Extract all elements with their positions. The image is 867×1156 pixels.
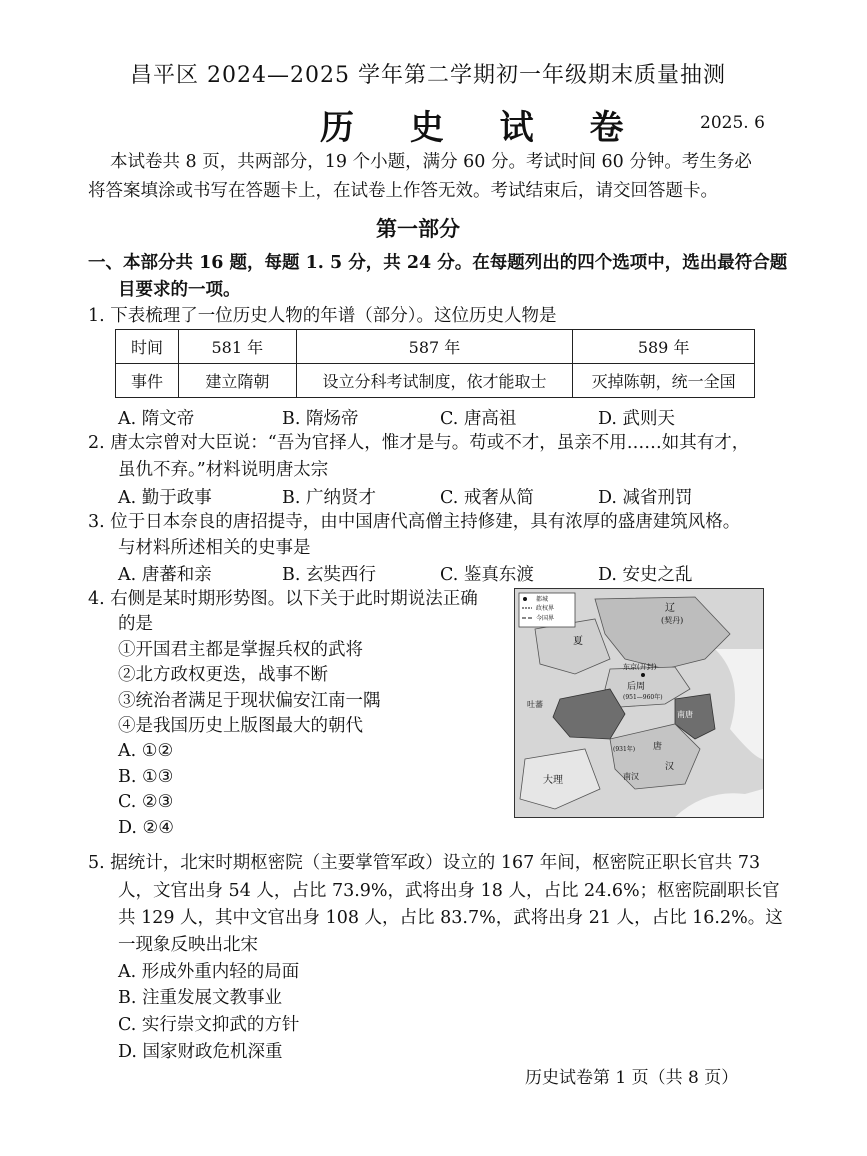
option-c[interactable]: C. 戒奢从简	[440, 488, 534, 508]
q4-stem-line-2: 的是	[118, 614, 153, 634]
map-graphic	[515, 589, 763, 817]
map-label-han: 汉	[665, 762, 675, 772]
q5-stem-line-2: 人，文官出身 54 人，占比 73.9%，武将出身 18 人，占比 24.6%；枢密院副职长官	[118, 881, 780, 901]
option-a[interactable]: A. 形成外重内轻的局面	[118, 962, 300, 982]
q1-stem: 1. 下表梳理了一位历史人物的年谱（部分）。这位历史人物是	[88, 306, 557, 326]
option-d[interactable]: D. 安史之乱	[598, 565, 693, 585]
part-instruction-line-2: 目要求的一项。	[118, 280, 241, 300]
q5-stem-line-4: 一现象反映出北宋	[118, 935, 258, 955]
option-c[interactable]: C. 唐高祖	[440, 409, 517, 429]
option-c[interactable]: C. 实行崇文抑武的方针	[118, 1015, 300, 1035]
q1-timeline-table	[115, 329, 755, 398]
map-label-houzhou: 后周	[627, 682, 646, 692]
map-label-tubo: 吐蕃	[527, 700, 543, 709]
map-label-nantang: 南唐	[677, 710, 693, 719]
option-b[interactable]: B. 玄奘西行	[282, 565, 376, 585]
q4-statement-2: ②北方政权更迭，战事不断	[118, 665, 328, 685]
map-label-dali: 大理	[543, 775, 563, 786]
table-cell: 时间	[116, 330, 179, 364]
option-d[interactable]: D. ②④	[118, 818, 174, 838]
option-a[interactable]: A. ①②	[118, 741, 174, 761]
option-b[interactable]: B. 隋炀帝	[282, 409, 359, 429]
q1-options	[0, 405, 867, 429]
table-cell: 587 年	[296, 330, 573, 364]
map-label-tang: 唐	[653, 742, 663, 752]
q4-statement-3: ③统治者满足于现状偏安江南一隅	[118, 691, 381, 711]
table-cell: 589 年	[573, 330, 755, 364]
map-label-capital: 东京(开封)	[623, 663, 657, 671]
option-d[interactable]: D. 国家财政危机深重	[118, 1042, 283, 1062]
table-cell: 灭掉陈朝，统一全国	[573, 364, 755, 398]
exam-date: 2025. 6	[700, 113, 765, 133]
q2-stem-line-1: 2. 唐太宗曾对大臣说：“吾为官择人，惟才是与。苟或不才，虽亲不用……如其有才，	[88, 433, 750, 453]
q4-statement-4: ④是我国历史上版图最大的朝代	[118, 716, 363, 736]
q4-statement-1: ①开国君主都是掌握兵权的武将	[118, 640, 363, 660]
q4-historical-map	[514, 588, 764, 818]
option-b[interactable]: B. ①③	[118, 767, 174, 787]
q2-stem-line-2: 虽仇不弃。”材料说明唐太宗	[118, 460, 329, 480]
table-row	[116, 330, 755, 364]
option-b[interactable]: B. 广纳贤才	[282, 488, 376, 508]
q5-stem-line-1: 5. 据统计，北宋时期枢密院（主要掌管军政）设立的 167 年间，枢密院正职长官共 73	[88, 853, 761, 873]
q5-stem-line-3: 共 129 人，其中文官出身 108 人，占比 83.7%，武将出身 21 人，占比 16.2%。这	[118, 908, 783, 928]
q2-options	[0, 484, 867, 508]
exam-header: 昌平区 2024—2025 学年第二学期初一年级期末质量抽测	[130, 63, 726, 88]
map-legend-modern-border: 今国界	[536, 615, 555, 622]
option-a[interactable]: A. 勤于政事	[118, 488, 212, 508]
map-label-nanhan: 南汉	[623, 772, 639, 781]
map-label-houzhou-years: (951—960年)	[623, 694, 663, 701]
page-footer: 历史试卷第 1 页（共 8 页）	[525, 1068, 739, 1088]
map-label-xia: 夏	[573, 636, 583, 647]
table-cell: 581 年	[178, 330, 296, 364]
table-cell: 事件	[116, 364, 179, 398]
option-c[interactable]: C. 鉴真东渡	[440, 565, 534, 585]
q4-stem-line-1: 4. 右侧是某时期形势图。以下关于此时期说法正确	[88, 589, 478, 609]
page-title: 历 史 试 卷	[320, 108, 646, 148]
table-cell: 设立分科考试制度，依才能取士	[296, 364, 573, 398]
option-b[interactable]: B. 注重发展文教事业	[118, 988, 282, 1008]
map-label-liao-sub: (契丹)	[661, 616, 684, 625]
part-instruction-line-1: 一、本部分共 16 题，每题 1. 5 分，共 24 分。在每题列出的四个选项中，选出最符合题	[88, 253, 788, 273]
option-c[interactable]: C. ②③	[118, 792, 174, 812]
q3-stem-line-2: 与材料所述相关的史事是	[118, 538, 311, 558]
option-a[interactable]: A. 唐蕃和亲	[118, 565, 212, 585]
map-label-liao: 辽	[665, 603, 675, 614]
option-d[interactable]: D. 减省刑罚	[598, 488, 693, 508]
map-legend-capital: 都城	[536, 596, 549, 603]
section-title: 第一部分	[376, 216, 460, 241]
option-a[interactable]: A. 隋文帝	[118, 409, 195, 429]
map-label-years: (931年)	[613, 746, 636, 753]
option-d[interactable]: D. 武则天	[598, 409, 676, 429]
map-legend-border: 政权界	[536, 605, 555, 612]
intro-line-2: 将答案填涂或书写在答题卡上，在试卷上作答无效。考试结束后，请交回答题卡。	[88, 181, 718, 201]
table-row	[116, 364, 755, 398]
intro-line-1: 本试卷共 8 页，共两部分，19 个小题，满分 60 分。考试时间 60 分钟。考生务必	[110, 152, 752, 172]
q3-stem-line-1: 3. 位于日本奈良的唐招提寺，由中国唐代高僧主持修建，具有浓厚的盛唐建筑风格。	[88, 512, 741, 532]
table-cell: 建立隋朝	[178, 364, 296, 398]
q3-options	[0, 561, 867, 585]
